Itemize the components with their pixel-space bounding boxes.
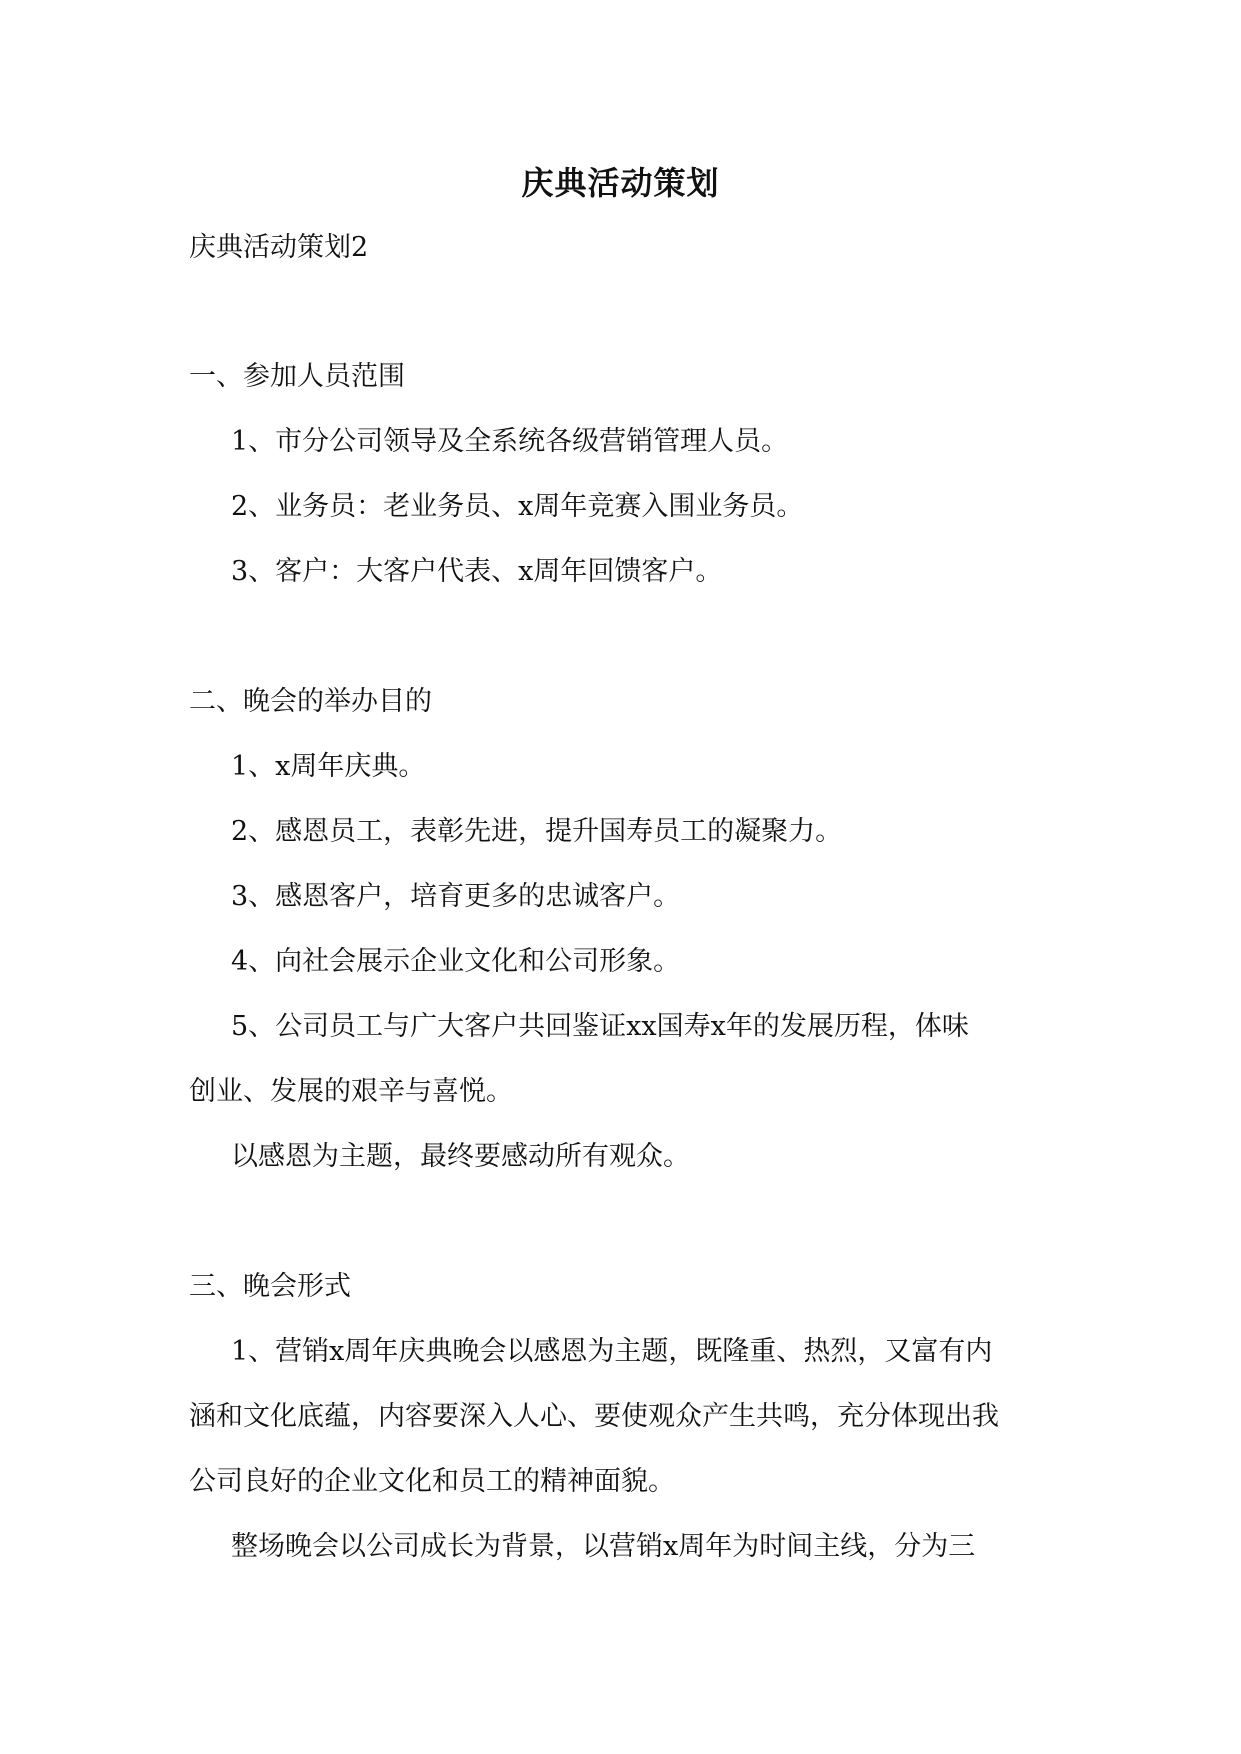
section-heading: 二、晚会的举办目的 — [189, 686, 432, 717]
paragraph: 以感恩为主题，最终要感动所有观众。 — [231, 1141, 690, 1172]
paragraph-continuation: 公司良好的企业文化和员工的精神面貌。 — [189, 1466, 675, 1497]
list-item: 1、市分公司领导及全系统各级营销管理人员。 — [231, 426, 789, 457]
document-subtitle: 庆典活动策划2 — [189, 232, 369, 263]
section-heading: 三、晚会形式 — [189, 1271, 351, 1302]
document-title: 庆典活动策划 — [521, 164, 720, 202]
list-item: 1、营销x周年庆典晚会以感恩为主题，既隆重、热烈，又富有内 — [231, 1336, 993, 1367]
list-item: 5、公司员工与广大客户共回鉴证xx国寿x年的发展历程，体味 — [231, 1011, 969, 1042]
section-heading: 一、参加人员范围 — [189, 361, 405, 392]
list-item: 3、客户：大客户代表、x周年回馈客户。 — [231, 556, 723, 587]
list-item: 2、感恩员工，表彰先进，提升国寿员工的凝聚力。 — [231, 816, 843, 847]
list-item: 4、向社会展示企业文化和公司形象。 — [231, 946, 681, 977]
list-item: 2、业务员：老业务员、x周年竞赛入围业务员。 — [231, 491, 804, 522]
paragraph: 整场晚会以公司成长为背景，以营销x周年为时间主线，分为三 — [231, 1531, 976, 1562]
paragraph-continuation: 涵和文化底蕴，内容要深入人心、要使观众产生共鸣，充分体现出我 — [189, 1401, 999, 1432]
list-item: 1、x周年庆典。 — [231, 751, 426, 782]
list-item: 3、感恩客户，培育更多的忠诚客户。 — [231, 881, 681, 912]
paragraph-continuation: 创业、发展的艰辛与喜悦。 — [189, 1076, 513, 1107]
